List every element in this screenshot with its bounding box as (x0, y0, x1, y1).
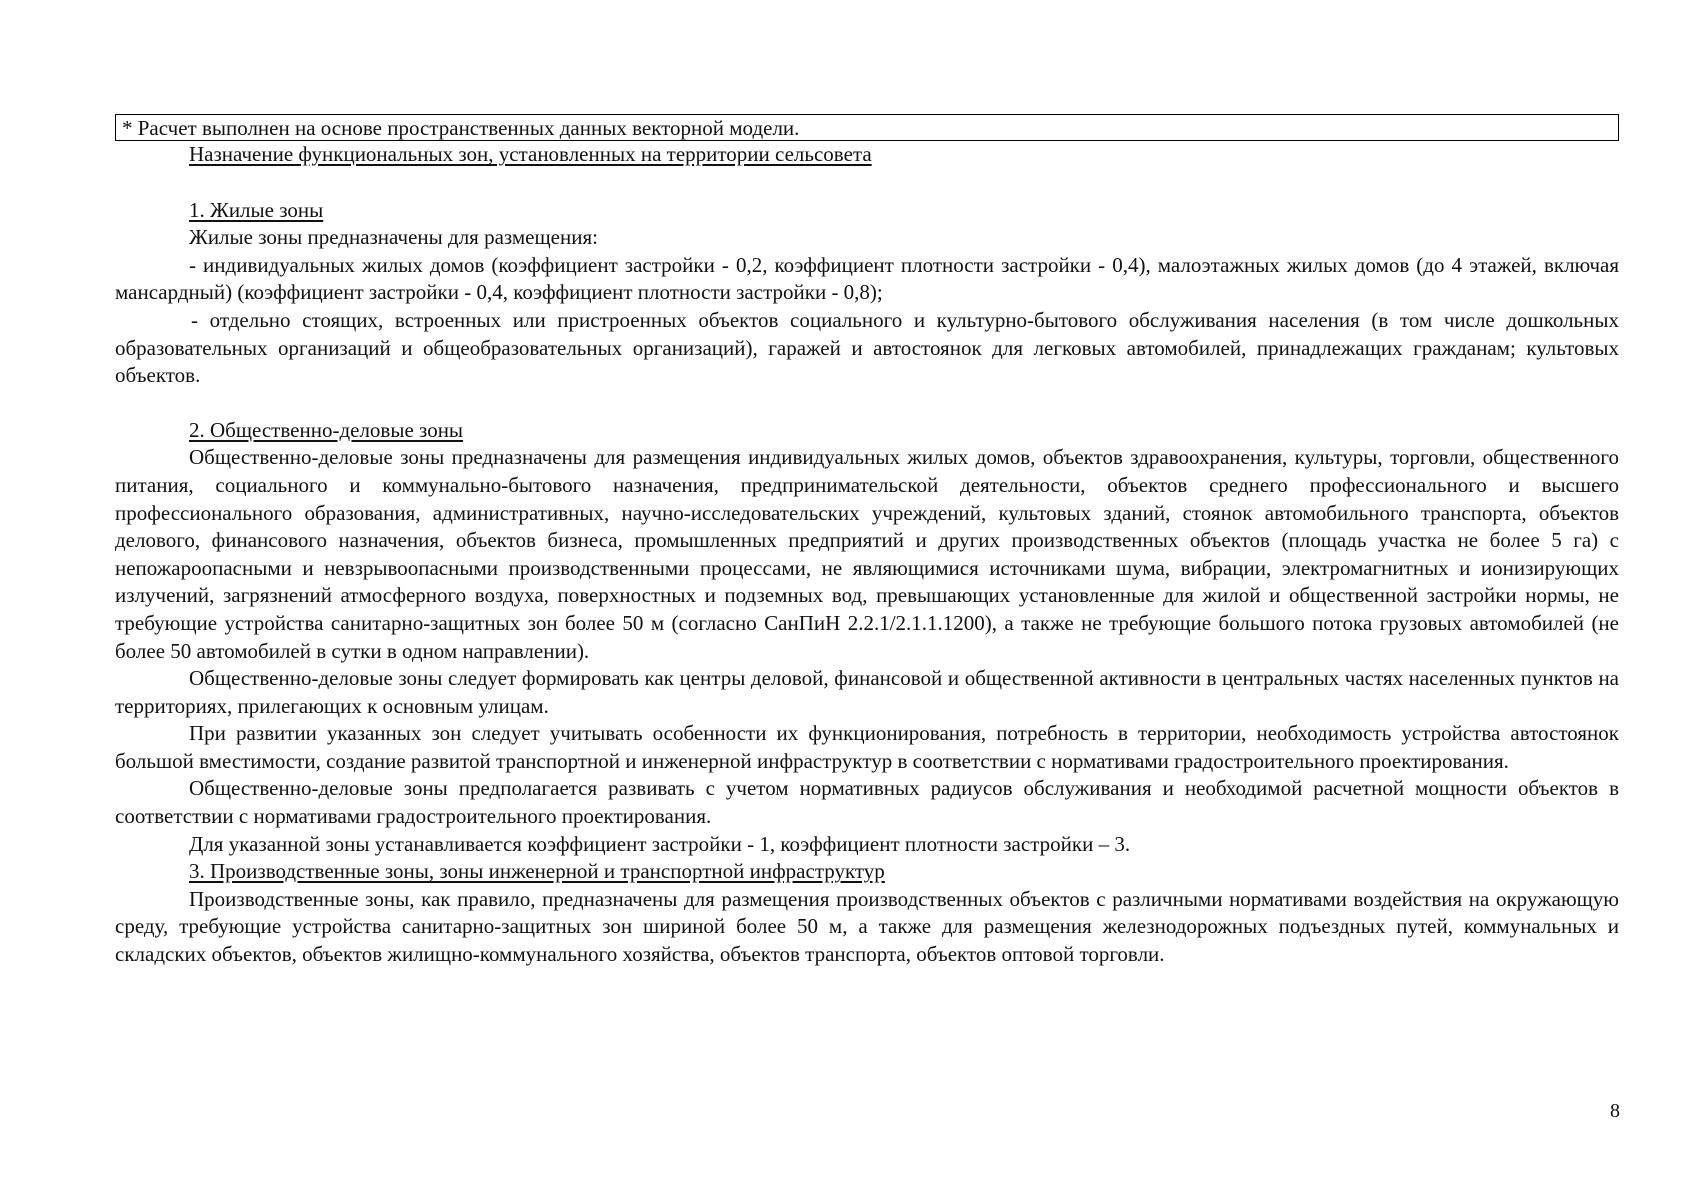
page-number: 8 (1610, 1100, 1620, 1122)
document-page (115, 114, 1619, 969)
zone2-paragraph-development: При развитии указанных зон следует учитывать особенности их функционирования, потребность в территории, необходимость устройства автостоянок большой вместимости, создание развитой транспортной и инженерной инфраструктур в соответствии с нормативами градостроительного проектирования. (115, 721, 1619, 773)
zone2-paragraph-centers: Общественно-деловые зоны следует формировать как центры деловой, финансовой и общественной активности в центральных частях населенных пунктов на территориях, прилегающих к основным улицам. (115, 666, 1619, 718)
zone1-heading: 1. Жилые зоны (189, 197, 324, 222)
zone3-heading: 3. Производственные зоны, зоны инженерной и транспортной инфраструктур (189, 859, 885, 884)
zone2-paragraph-radii: Общественно-деловые зоны предполагается развивать с учетом нормативных радиусов обслуживания и необходимой расчетной мощности объектов в соответствии с нормативами градостроительного проектирования. (115, 776, 1619, 829)
zone1-item-individual-houses: - индивидуальных жилых домов (коэффициент застройки - 0,2, коэффициент плотности застройки - 0,4), малоэтажных жилых домов (до 4 этажей, включая мансардный) (коэффициент застройки - 0,4, коэффициент плотности застройки - 0,8); (115, 252, 1619, 305)
section-title: Назначение функциональных зон, установленных на территории сельсовета (189, 142, 872, 166)
zone1-intro: Жилые зоны предназначены для размещения: (189, 225, 598, 250)
zone2-paragraph-purpose: Общественно-деловые зоны предназначены для размещения индивидуальных жилых домов, объектов здравоохранения, культуры, торговли, общественного питания, социального и коммунально-бытового назначения, предпринимательской деятельности, объектов среднего профессионального и высшего профессионального образования, административных, научно-исследовательских учреждений, культовых зданий, стоянок автомобильного транспорта, объектов делового, финансового назначения, объектов бизнеса, промышленных предприятий и других производственных объектов (площадь участка не более 5 га) с непожароопасными и невзрывоопасными производственными процессами, не являющимися источниками шума, вибрации, электромагнитных и ионизирующих излучений, загрязнений атмосферного воздуха, поверхностных и подземных вод, превышающих установленные для жилой и общественной застройки нормы, не требующие устройства санитарно-защитных зон более 50 м (согласно СанПиН 2.2.1/2.1.1.1200), а также не требующие большого потока грузовых автомобилей (не более 50 автомобилей в сутки в одном направлении). (115, 445, 1619, 663)
calculation-note: * Расчет выполнен на основе пространственных данных векторной модели. (115, 114, 1619, 141)
zone2-heading: 2. Общественно-деловые зоны (189, 417, 464, 442)
zone3-paragraph-purpose: Производственные зоны, как правило, предназначены для размещения производственных объектов с различными нормативами воздействия на окружающую среду, требующие устройства санитарно-защитных зон шириной более 50 м, а также для размещения железнодорожных подъездных путей, коммунальных и складских объектов, объектов жилищно-коммунального хозяйства, объектов транспорта, объектов оптовой торговли. (115, 886, 1619, 967)
zone1-item-service-objects: - отдельно стоящих, встроенных или пристроенных объектов социального и культурно-бытового обслуживания населения (в том числе дошкольных образовательных организаций и общеобразовательных организаций), гаражей и автостоянок для легковых автомобилей, принадлежащих гражданам; культовых объектов. (115, 307, 1619, 388)
spacer (115, 169, 1619, 197)
spacer (115, 390, 1619, 417)
zone2-paragraph-coefficients: Для указанной зоны устанавливается коэффициент застройки - 1, коэффициент плотности застройки – 3. (189, 831, 1131, 856)
